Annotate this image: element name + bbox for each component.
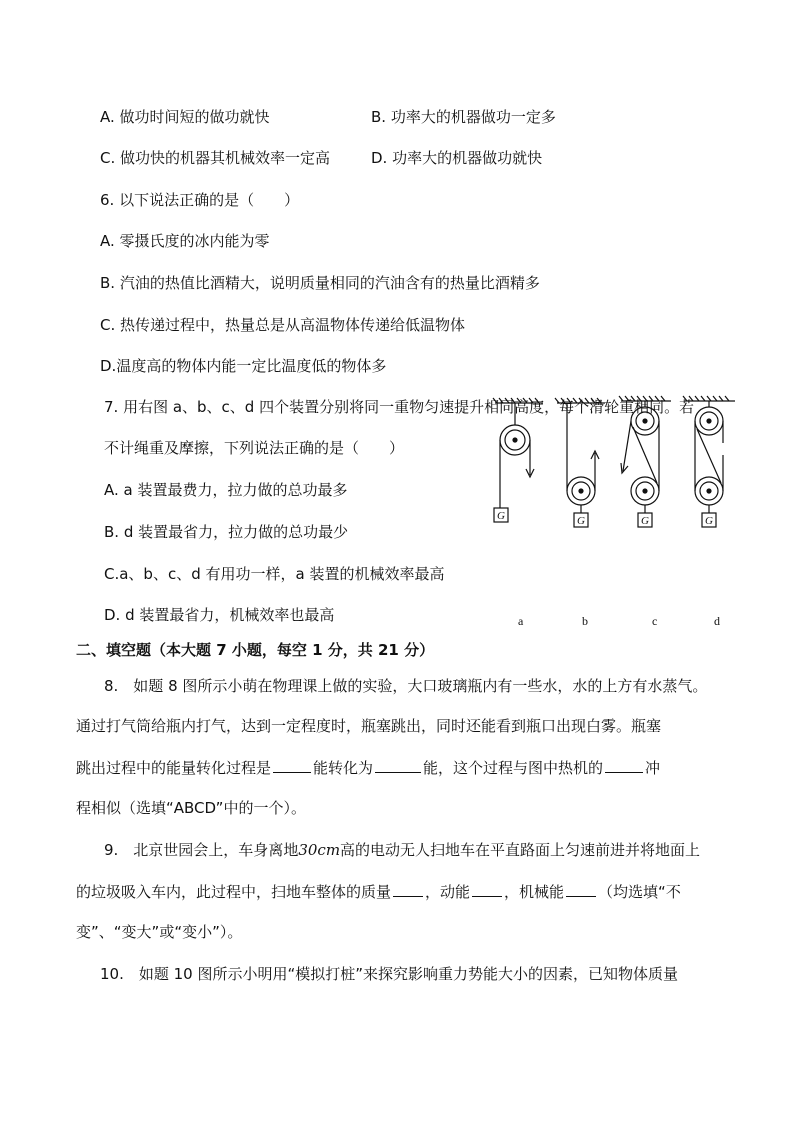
q9-line2 — [76, 882, 681, 902]
figure-label-c: c — [652, 614, 658, 628]
q6-option-c: C. 热传递过程中，热量总是从高温物体传递给低温物体 — [100, 316, 466, 334]
q7-stem-line1: 7. 用右图 a、b、c、d 四个装置分别将同一重物匀速提升相同高度，每个滑轮重相同。若 — [104, 398, 695, 416]
weight-label-c: G — [641, 515, 649, 527]
weight-label-a: G — [497, 510, 505, 522]
q9-line2-text-d: （均选填“不 — [598, 883, 681, 901]
q8-blank-2[interactable] — [375, 758, 421, 773]
figure-label-a: a — [518, 614, 524, 628]
q7-stem-line2: 不计绳重及摩擦，下列说法正确的是（ ） — [104, 439, 405, 457]
q8-blank-1[interactable] — [273, 758, 311, 773]
section-2-heading: 二、填空题（本大题 7 小题，每空 1 分，共 21 分） — [76, 641, 435, 659]
q7-option-a: A. a 装置最费力，拉力做的总功最多 — [104, 481, 348, 499]
device-d — [683, 396, 735, 527]
q6-stem: 6. 以下说法正确的是（ ） — [100, 191, 300, 209]
q5-option-a: A. 做功时间短的做功就快 — [100, 108, 270, 126]
q9-height-value: 30cm — [298, 841, 341, 859]
q8-line3-text-a: 跳出过程中的能量转化过程是 — [76, 759, 272, 777]
q7-option-c: C.a、b、c、d 有用功一样，a 装置的机械效率最高 — [104, 565, 445, 583]
q9-line2-text-b: ，动能 — [425, 883, 471, 901]
q9-line1-text-b: 高的电动无人扫地车在平直路面上匀速前进并将地面上 — [340, 841, 701, 859]
figure-label-d: d — [714, 614, 720, 628]
q5-option-b: B. 功率大的机器做功一定多 — [371, 108, 556, 126]
q9-line1 — [104, 840, 700, 860]
q8-line4: 程相似（选填“ABCD”中的一个）。 — [76, 799, 306, 817]
q7-option-b: B. d 装置最省力，拉力做的总功最少 — [104, 523, 349, 541]
pulley-figure — [485, 395, 745, 540]
q8-line2: 通过打气筒给瓶内打气，达到一定程度时，瓶塞跳出，同时还能看到瓶口出现白雾。瓶塞 — [76, 717, 662, 735]
q9-line3: 变”、“变大”或“变小”）。 — [76, 923, 243, 941]
q9-line2-text-c: ，机械能 — [504, 883, 565, 901]
q8-blank-3[interactable] — [605, 758, 643, 773]
q9-blank-3[interactable] — [566, 882, 596, 897]
weight-label-b: G — [577, 515, 585, 527]
q10-line1: 10. 如题 10 图所示小明用“模拟打桩”来探究影响重力势能大小的因素，已知物体质量 — [100, 965, 679, 983]
device-c — [619, 396, 671, 527]
device-b — [555, 398, 605, 527]
q9-blank-2[interactable] — [472, 882, 502, 897]
q8-line3-text-c: 能，这个过程与图中热机的 — [423, 759, 604, 777]
q8-line3-text-d: 冲 — [645, 759, 661, 777]
q8-line3 — [76, 758, 660, 778]
figure-label-b: b — [582, 614, 588, 628]
q9-line2-text-a: 的垃圾吸入车内，此过程中，扫地车整体的质量 — [76, 883, 392, 901]
q8-line1: 8. 如题 8 图所示小萌在物理课上做的实验，大口玻璃瓶内有一些水，水的上方有水蒸气。 — [104, 677, 708, 695]
device-a — [493, 398, 543, 522]
q5-option-d: D. 功率大的机器做功就快 — [371, 149, 543, 167]
q8-line3-text-b: 能转化为 — [313, 759, 374, 777]
weight-label-d: G — [705, 515, 713, 527]
q9-line1-text-a: 9. 北京世园会上，车身离地 — [104, 841, 299, 859]
q6-option-b: B. 汽油的热值比酒精大，说明质量相同的汽油含有的热量比酒精多 — [100, 274, 540, 292]
q5-option-c: C. 做功快的机器其机械效率一定高 — [100, 149, 331, 167]
q6-option-a: A. 零摄氏度的冰内能为零 — [100, 232, 270, 250]
q6-option-d: D.温度高的物体内能一定比温度低的物体多 — [100, 357, 387, 375]
q9-blank-1[interactable] — [393, 882, 423, 897]
q7-option-d: D. d 装置最省力，机械效率也最高 — [104, 606, 335, 624]
